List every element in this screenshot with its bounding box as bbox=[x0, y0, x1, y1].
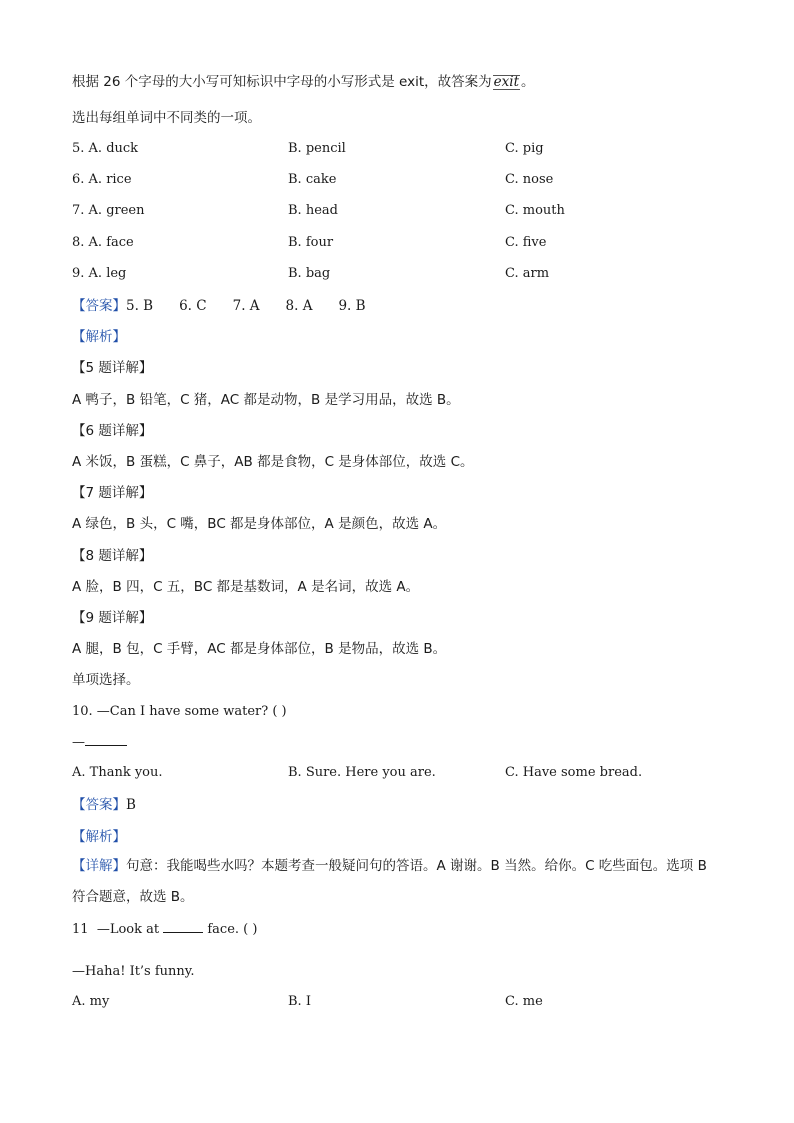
detail-label-5: 【5 题详解】 bbox=[72, 360, 153, 376]
detail-label-10: 【详解】 bbox=[72, 858, 126, 874]
reply-dash: — bbox=[72, 735, 85, 750]
option-a: 9. A. leg bbox=[72, 266, 127, 281]
detail-text-8: A 脸，B 四，C 五，BC 都是基数词，A 是名词，故选 A。 bbox=[72, 579, 420, 595]
option-a: 6. A. rice bbox=[72, 172, 132, 187]
answer-8: 8. A bbox=[285, 298, 313, 314]
option-b: B. cake bbox=[288, 172, 337, 187]
answer-6: 6. C bbox=[179, 298, 207, 314]
analysis-label: 【解析】 bbox=[72, 329, 126, 345]
question-row-7 bbox=[72, 203, 722, 221]
answer-blank bbox=[163, 921, 203, 933]
detail-text-5: A 鸭子，B 铅笔，C 猪，AC 都是动物，B 是学习用品，故选 B。 bbox=[72, 392, 460, 408]
detail-text-6: A 米饭，B 蛋糕，C 鼻子，AB 都是食物，C 是身体部位，故选 C。 bbox=[72, 454, 474, 470]
option-b: B. Sure. Here you are. bbox=[288, 765, 436, 780]
question-10: 10. —Can I have some water? ( ) bbox=[72, 704, 287, 719]
question-row-6 bbox=[72, 172, 722, 190]
option-a: 5. A. duck bbox=[72, 141, 139, 156]
option-a: A. my bbox=[72, 994, 110, 1009]
detail-label-7: 【7 题详解】 bbox=[72, 485, 153, 501]
answer-9: 9. B bbox=[338, 298, 366, 314]
detail-label-6: 【6 题详解】 bbox=[72, 423, 153, 439]
option-a: 8. A. face bbox=[72, 235, 134, 250]
answer-7: 7. A bbox=[232, 298, 260, 314]
intro-answer-word: exit bbox=[493, 74, 520, 90]
option-b: B. pencil bbox=[288, 141, 346, 156]
answer-blank bbox=[85, 734, 127, 746]
question-10-reply bbox=[72, 734, 127, 752]
answer-label: 【答案】 bbox=[72, 298, 126, 314]
answer-line bbox=[72, 297, 366, 315]
detail-10 bbox=[72, 851, 722, 913]
question-11-number: 11 bbox=[72, 922, 89, 937]
analysis-label-10: 【解析】 bbox=[72, 829, 126, 845]
answer-10: B bbox=[126, 797, 136, 813]
option-a: 7. A. green bbox=[72, 203, 145, 218]
option-a: A. Thank you. bbox=[72, 765, 163, 780]
option-c: C. me bbox=[505, 994, 543, 1009]
option-b: B. I bbox=[288, 994, 311, 1009]
option-c: C. nose bbox=[505, 172, 554, 187]
answer-label: 【答案】 bbox=[72, 797, 126, 813]
detail-label-9: 【9 题详解】 bbox=[72, 610, 153, 626]
option-c: C. five bbox=[505, 235, 547, 250]
detail-text-10: 句意：我能喝些水吗？本题考查一般疑问句的答语。A 谢谢。B 当然。给你。C 吃些面包。选项 B 符合题意，故选 B。 bbox=[72, 858, 707, 905]
question-row-9 bbox=[72, 266, 722, 284]
question-11-after: face. ( ) bbox=[207, 922, 258, 937]
option-b: B. four bbox=[288, 235, 334, 250]
detail-text-9: A 腿，B 包，C 手臂，AC 都是身体部位，B 是物品，故选 B。 bbox=[72, 641, 447, 657]
option-b: B. head bbox=[288, 203, 338, 218]
question-10-answer bbox=[72, 796, 136, 814]
option-c: C. arm bbox=[505, 266, 550, 281]
option-c: C. pig bbox=[505, 141, 544, 156]
question-row-5 bbox=[72, 141, 722, 159]
question-10-options bbox=[72, 765, 722, 783]
intro-text-after: 。 bbox=[521, 74, 535, 90]
section2-heading: 单项选择。 bbox=[72, 672, 140, 688]
detail-label-8: 【8 题详解】 bbox=[72, 548, 153, 564]
option-b: B. bag bbox=[288, 266, 331, 281]
question-11-reply: —Haha! It’s funny. bbox=[72, 964, 195, 979]
intro-line bbox=[72, 73, 535, 91]
option-c: C. Have some bread. bbox=[505, 765, 643, 780]
answer-5: 5. B bbox=[126, 298, 154, 314]
question-11-options bbox=[72, 994, 722, 1012]
question-11 bbox=[72, 921, 257, 939]
intro-text-before: 根据 26 个字母的大小写可知标识中字母的小写形式是 exit，故答案为 bbox=[72, 74, 492, 90]
question-11-before: —Look at bbox=[96, 922, 160, 937]
detail-text-7: A 绿色，B 头，C 嘴，BC 都是身体部位，A 是颜色，故选 A。 bbox=[72, 516, 447, 532]
section1-heading: 选出每组单词中不同类的一项。 bbox=[72, 110, 261, 126]
option-c: C. mouth bbox=[505, 203, 565, 218]
question-row-8 bbox=[72, 235, 722, 253]
